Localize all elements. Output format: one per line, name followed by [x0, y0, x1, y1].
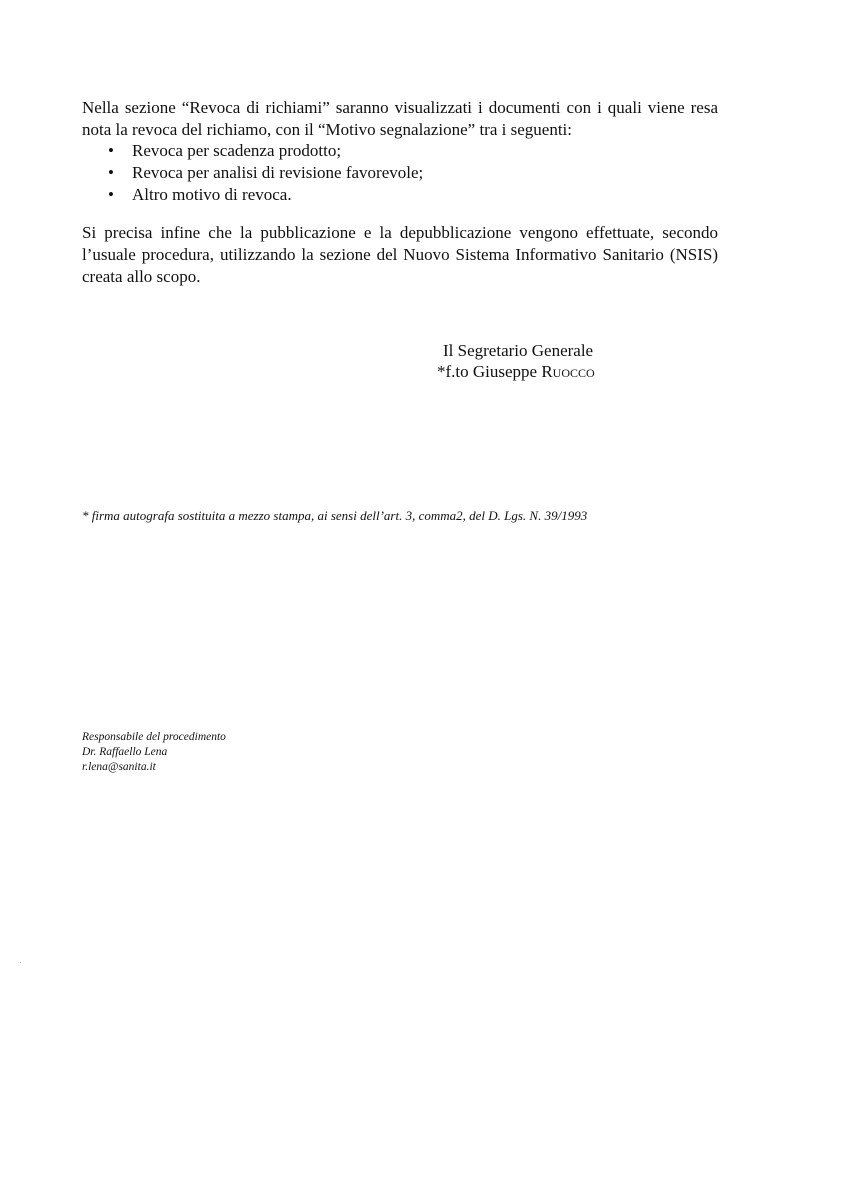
list-item-text: Revoca per analisi di revisione favorevole;: [132, 163, 424, 182]
signature-footnote: * firma autografa sostituita a mezzo stampa, ai sensi dell’art. 3, comma2, del D. Lgs. N. 39/1993: [82, 508, 588, 523]
closing-paragraph: [82, 222, 718, 288]
closing-line-1: Si precisa infine che la pubblicazione e la depubblicazione vengono effettuate, secondo: [82, 223, 718, 242]
closing-line-2: l’usuale procedura, utilizzando la sezione del Nuovo Sistema Informativo Sanitario (NSIS): [82, 245, 718, 264]
scan-speck: [20, 962, 21, 963]
signature-block: [437, 340, 595, 382]
list-item: [104, 162, 423, 184]
signatory-prefix: *f.to Giuseppe: [437, 362, 542, 381]
contact-name: Dr. Raffaello Lena: [82, 746, 168, 758]
list-item-text: Altro motivo di revoca.: [132, 185, 292, 204]
contact-block: [82, 730, 226, 775]
list-item: [104, 184, 423, 206]
signatory-surname: Ruocco: [541, 362, 595, 381]
contact-email: r.lena@sanita.it: [82, 761, 156, 773]
bullet-icon: •: [108, 185, 114, 204]
signatory-name: [437, 361, 595, 382]
intro-line-1: Nella sezione “Revoca di richiami” saranno visualizzati i documenti con i quali viene resa: [82, 98, 718, 117]
bullet-icon: •: [108, 163, 114, 182]
contact-role: Responsabile del procedimento: [82, 731, 226, 743]
bullet-icon: •: [108, 141, 114, 160]
list-item: [104, 140, 423, 162]
signatory-title: Il Segretario Generale: [443, 341, 594, 360]
closing-line-3: creata allo scopo.: [82, 267, 201, 286]
intro-paragraph: [82, 97, 718, 141]
list-item-text: Revoca per scadenza prodotto;: [132, 141, 342, 160]
intro-line-2: nota la revoca del richiamo, con il “Motivo segnalazione” tra i seguenti:: [82, 120, 572, 139]
revocation-reasons-list: [104, 140, 423, 206]
